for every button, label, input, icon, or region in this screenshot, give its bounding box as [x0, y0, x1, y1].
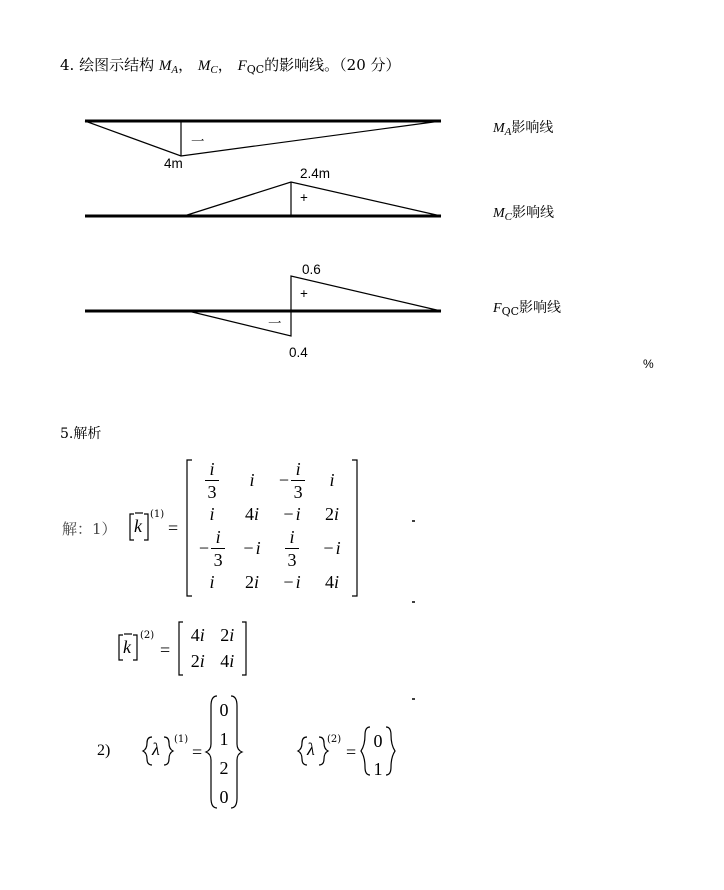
ma-value: 4m	[164, 156, 183, 171]
matrix2-cell: 2i	[220, 624, 235, 645]
eq-1: =	[168, 518, 179, 538]
matrix2-cell: 2i	[190, 651, 205, 672]
ma-influence-line	[85, 121, 441, 156]
vec2-entry: 0	[373, 730, 383, 751]
eq-2: =	[160, 640, 171, 660]
eq-3: =	[192, 742, 203, 762]
stray-dashes	[412, 521, 415, 699]
k-sup-1: (1)	[150, 509, 165, 520]
matrix1-cell: i	[209, 572, 215, 592]
fqc-positive-value: 0.6	[302, 262, 321, 277]
matrix1-cell: − $\frac{i}{3}$	[272, 460, 312, 501]
lambda-1: λ	[152, 739, 160, 759]
mc-influence-line	[184, 182, 441, 216]
matrix1-cell: 2i	[244, 572, 259, 592]
question-4-heading: 4. 绘图示结构 $M_A$， $M_C$， $F_{QC}$的影响线。（20 分）	[60, 56, 401, 76]
lambda-2: λ	[307, 739, 315, 759]
question-text: 绘图示结构	[79, 56, 155, 74]
ma-sign: 一	[191, 134, 205, 149]
stray-percent-mark: %	[643, 357, 654, 371]
matrix2-cell: 4i	[190, 624, 205, 645]
matrix1-cell: − i	[283, 504, 301, 524]
matrix1-cell: − i	[323, 538, 341, 558]
mc-influence-diagram	[85, 182, 441, 216]
lambda-braces	[143, 696, 395, 808]
vec1-entry: 2	[219, 758, 229, 778]
matrix2-cell: 4i	[220, 651, 235, 672]
k-sup-2: (2)	[140, 630, 155, 641]
fqc-negative-value: 0.4	[289, 345, 308, 360]
matrix1-cell: 4i	[244, 504, 259, 524]
lambda-vector-1	[217, 696, 231, 812]
matrix1-cell: i	[249, 470, 255, 490]
lambda-vector-2	[370, 727, 386, 783]
stiffness-matrix-2	[183, 622, 242, 675]
k-bar-2: k	[123, 637, 131, 657]
ma-label: $M_A$影响线	[493, 120, 554, 138]
matrix1-cell: $\frac{i}{3}$	[272, 528, 312, 569]
fqc-negative-sign: 一	[268, 316, 282, 331]
vec1-entry: 0	[219, 700, 229, 720]
question-5-heading: 5.解析	[60, 426, 102, 442]
matrix1-cell: 2i	[324, 504, 339, 524]
k-bar-1: k	[134, 516, 142, 536]
fqc-influence-diagram	[85, 276, 441, 336]
vec2-entry: 1	[373, 758, 383, 779]
matrix1-cell: 4i	[324, 572, 339, 592]
lambda-sup-1: (1)	[174, 734, 189, 745]
fqc-influence-line	[188, 276, 441, 336]
solution-intro: 解：1）	[62, 520, 117, 538]
vec1-entry: 1	[219, 729, 229, 749]
mc-sign: +	[300, 190, 308, 205]
vec1-entry: 0	[219, 787, 229, 807]
matrix1-cell: − i	[283, 572, 301, 592]
step-2-label: 2)	[97, 742, 111, 759]
matrix1-cell: − i	[243, 538, 261, 558]
matrix1-cell: − $\frac{i}{3}$	[192, 528, 232, 569]
ma-influence-diagram	[85, 121, 441, 156]
matrix1-cell: i	[329, 470, 335, 490]
eq-4: =	[346, 742, 357, 762]
fqc-label: $F_{QC}$影响线	[493, 300, 561, 318]
matrix1-cell: i	[209, 504, 215, 524]
matrix1-cell: $\frac{i}{3}$	[192, 460, 232, 501]
question-number: 4.	[60, 56, 75, 74]
mc-label: $M_C$影响线	[493, 205, 555, 223]
fqc-positive-sign: +	[300, 286, 308, 301]
lambda-sup-2: (2)	[327, 734, 342, 745]
mc-value: 2.4m	[300, 166, 331, 181]
stiffness-matrix-1	[192, 460, 352, 596]
